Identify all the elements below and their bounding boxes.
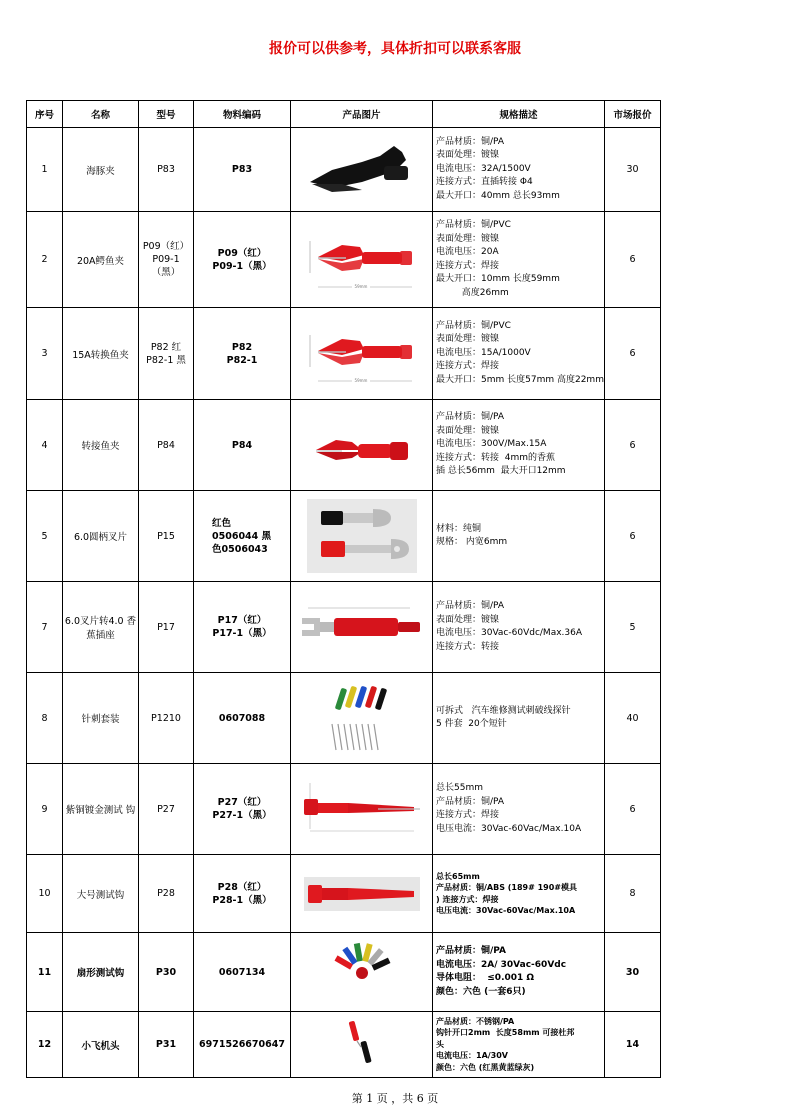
- material-code: [194, 308, 291, 400]
- test-hook-dimensioned-icon: [291, 779, 432, 839]
- code-line: P84: [231, 439, 253, 451]
- spec-line: 总长65mm: [436, 871, 480, 881]
- header-image: 产品图片: [291, 101, 433, 128]
- code-line: P28（红）: [217, 881, 267, 893]
- table-row: [27, 212, 661, 308]
- table-row: [27, 582, 661, 673]
- row-number: 4: [27, 400, 63, 491]
- table-row: [27, 400, 661, 491]
- spec-line: 连接方式：转接 4mm的香蕉: [436, 452, 555, 463]
- spec-line: 连接方式：焊接: [436, 361, 500, 372]
- code-line: P09-1（黑）: [212, 260, 272, 272]
- spec-description: [433, 308, 605, 400]
- material-code: [194, 400, 291, 491]
- product-name: 转接鱼夹: [63, 400, 139, 491]
- code-line: 0607134: [218, 966, 266, 978]
- model-line: P30: [155, 966, 177, 978]
- model-line: P1210: [151, 712, 181, 724]
- header-price: 市场报价: [605, 101, 661, 128]
- model-number: [139, 933, 194, 1012]
- material-code: [194, 764, 291, 855]
- model-line: P09-1: [152, 254, 180, 265]
- row-number: 12: [27, 1012, 63, 1078]
- model-line: P84: [157, 439, 175, 451]
- model-line: P09（红）: [142, 241, 190, 252]
- spec-description: [433, 933, 605, 1012]
- spec-line: 头: [436, 1039, 444, 1049]
- spec-line: 产品材质：铜/PA: [436, 412, 505, 423]
- product-image: [291, 673, 433, 764]
- piercing-probe-set-icon: [291, 678, 432, 758]
- table-row: [27, 764, 661, 855]
- spec-line: 表面处理：镀镍: [436, 614, 500, 625]
- code-line: 0607088: [218, 712, 266, 724]
- svg-text:59mm: 59mm: [354, 283, 367, 289]
- spec-description: [433, 1012, 605, 1078]
- table-row: [27, 128, 661, 212]
- spec-description: [433, 764, 605, 855]
- model-line: P15: [157, 530, 175, 542]
- product-image: [291, 212, 433, 308]
- material-code: [194, 582, 291, 673]
- model-line: P31: [155, 1039, 177, 1050]
- row-number: 7: [27, 582, 63, 673]
- row-number: 2: [27, 212, 63, 308]
- material-code: [194, 1012, 291, 1078]
- spec-line: 颜色：六色 (红黑黄蓝绿灰): [436, 1062, 535, 1072]
- spec-line: 电流电压：32A/1500V: [436, 163, 531, 174]
- model-line: P83: [157, 164, 175, 175]
- price-notice: 报价可以供参考，具体折扣可以联系客服: [269, 41, 521, 57]
- table-row: [27, 673, 661, 764]
- market-price: 5: [605, 582, 661, 673]
- table-row: [27, 1012, 661, 1078]
- spec-description: [433, 400, 605, 491]
- fork-to-banana-adapter-icon: [291, 602, 432, 652]
- spec-line: 表面处理：镀镍: [436, 334, 500, 345]
- row-number: 1: [27, 128, 63, 212]
- red-alligator-clip-dimensioned-icon: [291, 321, 432, 387]
- model-number: [139, 855, 194, 933]
- model-line: （黑）: [151, 267, 181, 278]
- spec-line: 导体电阻： ≤0.001 Ω: [436, 973, 535, 983]
- spec-line: 钩针开口2mm 长度58mm 可接杜邦: [436, 1028, 575, 1038]
- spec-line: 电流电压：2A/ 30Vac-60Vdc: [436, 959, 567, 970]
- fork-terminals-icon: [291, 499, 432, 573]
- spec-line: 产品材质：铜/PVC: [436, 320, 511, 331]
- model-number: [139, 308, 194, 400]
- spec-description: [433, 491, 605, 582]
- spec-line: 最大开口：40mm 总长93mm: [436, 190, 560, 201]
- spec-line: 5 件套 20个短针: [436, 719, 507, 729]
- spec-description: [433, 855, 605, 933]
- product-name: 6.0圆柄叉片: [63, 491, 139, 582]
- spec-line: 规格： 内宽6mm: [436, 537, 508, 547]
- spec-line: 可拆式 汽车维修测试刺破线探针: [436, 705, 571, 716]
- product-name: 海豚夹: [63, 128, 139, 212]
- code-line: P27（红）: [217, 797, 267, 808]
- model-line: P28: [157, 888, 175, 899]
- spec-line: 高度26mm: [436, 287, 509, 298]
- spec-line: 连接方式：转接: [436, 641, 500, 652]
- code-line: 红色: [212, 517, 232, 529]
- spec-line: 产品材质：铜/PA: [436, 946, 507, 956]
- code-line: P17（红）: [217, 615, 267, 626]
- red-alligator-clip-dimensioned-icon: [291, 227, 432, 293]
- mini-grabber-pair-icon: [291, 1015, 432, 1075]
- header-model: 型号: [139, 101, 194, 128]
- product-name: 大号测试钩: [63, 855, 139, 933]
- code-line: P09（红）: [217, 247, 267, 259]
- model-number: [139, 128, 194, 212]
- product-name: 15A转换鱼夹: [63, 308, 139, 400]
- market-price: 30: [605, 128, 661, 212]
- spec-line: 最大开口：5mm 长度57mm 高度22mm: [436, 374, 604, 385]
- spec-line: 连接方式：焊接: [436, 810, 500, 820]
- spec-line: 连接方式：直插转接 Φ4: [436, 177, 533, 188]
- model-number: [139, 764, 194, 855]
- market-price: 30: [605, 933, 661, 1012]
- row-number: 3: [27, 308, 63, 400]
- material-code: [194, 673, 291, 764]
- model-number: [139, 1012, 194, 1078]
- header-code: 物料编码: [194, 101, 291, 128]
- market-price: 40: [605, 673, 661, 764]
- header-name: 名称: [63, 101, 139, 128]
- model-line: P82 红: [150, 341, 182, 353]
- black-alligator-clip-icon: [291, 140, 432, 200]
- code-line: P27-1（黑）: [212, 810, 272, 821]
- spec-line: 电流电压：20A: [436, 247, 499, 257]
- model-number: [139, 491, 194, 582]
- model-line: P27: [157, 803, 175, 815]
- large-test-hook-icon: [291, 877, 432, 911]
- market-price: 6: [605, 400, 661, 491]
- material-code: [194, 491, 291, 582]
- spec-line: 表面处理：镀镍: [436, 150, 500, 161]
- market-price: 6: [605, 212, 661, 308]
- table-row: [27, 491, 661, 582]
- product-image: [291, 855, 433, 933]
- market-price: 8: [605, 855, 661, 933]
- spec-line: 插 总长56mm 最大开口12mm: [436, 466, 566, 477]
- product-image: [291, 764, 433, 855]
- product-image: [291, 128, 433, 212]
- product-image: [291, 933, 433, 1012]
- header-no: 序号: [27, 101, 63, 128]
- market-price: 14: [605, 1012, 661, 1078]
- material-code: [194, 128, 291, 212]
- code-line: 色0506043: [212, 543, 268, 555]
- spec-description: [433, 673, 605, 764]
- row-number: 8: [27, 673, 63, 764]
- product-image: [291, 582, 433, 673]
- spec-line: 电流电压：15A/1000V: [436, 347, 531, 358]
- product-image: [291, 308, 433, 400]
- spec-line: 产品材质：铜/PA: [436, 601, 505, 611]
- model-number: [139, 582, 194, 673]
- spec-line: 产品材质：铜/PVC: [436, 220, 511, 230]
- model-number: [139, 673, 194, 764]
- product-name: 6.0叉片转4.0 香蕉插座: [63, 582, 139, 673]
- market-price: 6: [605, 764, 661, 855]
- spec-line: 电流电压：300V/Max.15A: [436, 439, 547, 450]
- spec-line: ) 连接方式：焊接: [436, 894, 499, 904]
- product-name: 小飞机头: [63, 1012, 139, 1078]
- row-number: 11: [27, 933, 63, 1012]
- table-header-row: [27, 101, 661, 128]
- code-line: P28-1（黑）: [212, 894, 272, 906]
- product-name: 针刺套装: [63, 673, 139, 764]
- code-line: 6971526670647: [199, 1039, 285, 1050]
- material-code: [194, 212, 291, 308]
- spec-line: 电流电压：30Vac-60Vdc/Max.36A: [436, 628, 582, 638]
- market-price: 6: [605, 491, 661, 582]
- spec-line: 产品材质：铜/PA: [436, 796, 505, 807]
- fan-test-hooks-icon: [291, 937, 432, 1007]
- material-code: [194, 933, 291, 1012]
- code-line: P82: [231, 341, 253, 353]
- spec-line: 材料：纯铜: [436, 523, 482, 534]
- model-number: [139, 400, 194, 491]
- spec-line: 连接方式：焊接: [436, 260, 500, 271]
- spec-line: 颜色：六色 (一套6只): [436, 986, 526, 997]
- row-number: 5: [27, 491, 63, 582]
- spec-line: 产品材质：铜/ABS (189# 190#模具: [436, 883, 578, 892]
- market-price: 6: [605, 308, 661, 400]
- product-image: [291, 400, 433, 491]
- spec-line: 表面处理：镀镍: [436, 425, 500, 436]
- price-table: [26, 100, 661, 1078]
- spec-line: 最大开口：10mm 长度59mm: [436, 274, 560, 284]
- model-line: P17: [157, 621, 175, 633]
- product-image: [291, 491, 433, 582]
- spec-line: 产品材质：铜/PA: [436, 136, 505, 147]
- spec-description: [433, 582, 605, 673]
- row-number: 9: [27, 764, 63, 855]
- red-alligator-clip-icon: [291, 420, 432, 470]
- product-name: 紫铜镀金测试 钩: [63, 764, 139, 855]
- model-number: [139, 212, 194, 308]
- code-line: 0506044 黑: [212, 530, 272, 542]
- code-line: P83: [231, 164, 253, 175]
- product-name: 20A鳄鱼夹: [63, 212, 139, 308]
- spec-description: [433, 128, 605, 212]
- spec-line: 产品材质：不锈钢/PA: [436, 1016, 515, 1026]
- spec-line: 表面处理：镀镍: [436, 233, 500, 244]
- header-spec: 规格描述: [433, 101, 605, 128]
- model-line: P82-1 黑: [146, 354, 186, 366]
- table-row: [27, 933, 661, 1012]
- spec-line: 总长55mm: [436, 783, 483, 793]
- material-code: [194, 855, 291, 933]
- spec-description: [433, 212, 605, 308]
- product-name: 扇形测试钩: [63, 933, 139, 1012]
- table-row: [27, 855, 661, 933]
- spec-line: 电流电压：1A/30V: [436, 1051, 509, 1061]
- page-footer: 第 1 页 ，共 6 页: [351, 1092, 439, 1105]
- code-line: P82-1: [226, 354, 258, 366]
- product-image: [291, 1012, 433, 1078]
- row-number: 10: [27, 855, 63, 933]
- spec-line: 电压电流：30Vac-60Vac/Max.10A: [436, 823, 582, 834]
- svg-text:59mm: 59mm: [354, 377, 367, 383]
- spec-line: 电压电流：30Vac-60Vac/Max.10A: [436, 906, 576, 915]
- table-row: [27, 308, 661, 400]
- code-line: P17-1（黑）: [212, 628, 272, 639]
